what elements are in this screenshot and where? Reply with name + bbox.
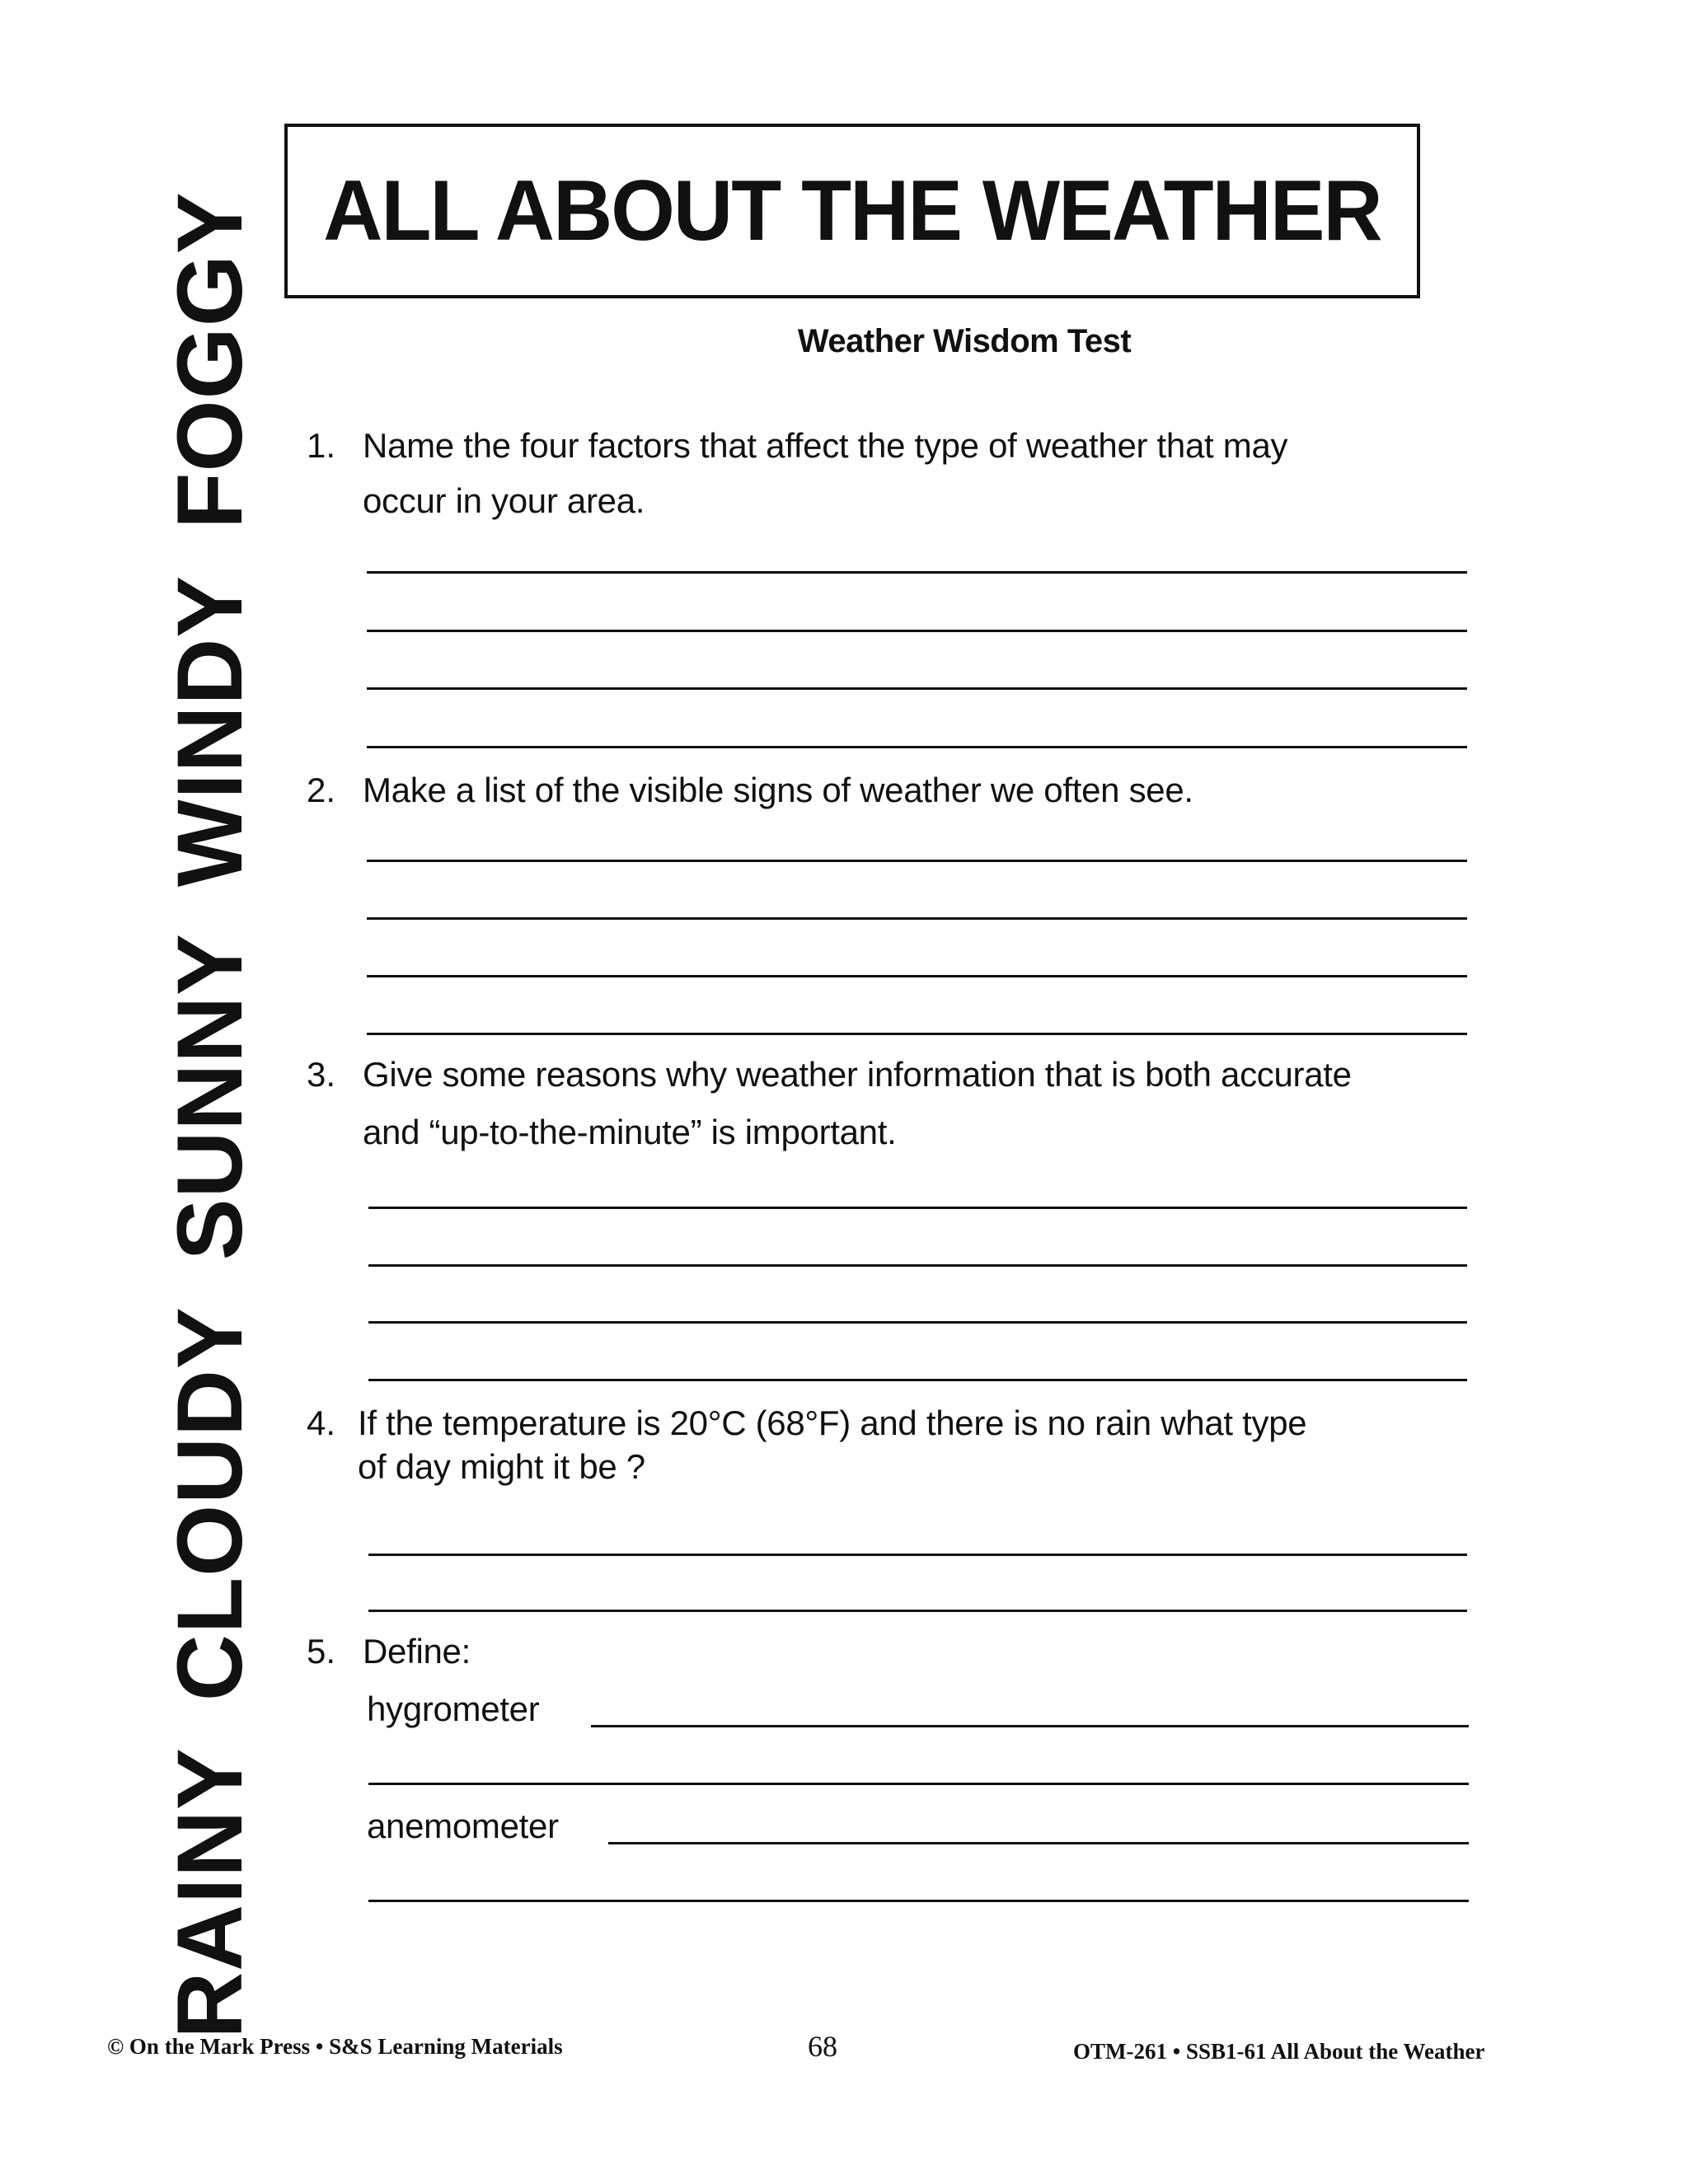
page-number: 68 [808, 2030, 837, 2063]
question-number: 2. [307, 771, 336, 809]
side-word-cloudy: CLOUDY [158, 1305, 261, 1701]
hygrometer-answer-line[interactable] [591, 1725, 1469, 1727]
answer-line[interactable] [368, 1321, 1467, 1324]
answer-line[interactable] [367, 746, 1467, 748]
answer-line[interactable] [367, 687, 1467, 690]
answer-line[interactable] [367, 630, 1467, 632]
question-number: 3. [307, 1055, 336, 1094]
side-word-sunny: SUNNY [158, 932, 261, 1260]
answer-line[interactable] [368, 1264, 1467, 1267]
answer-line[interactable] [368, 1783, 1469, 1785]
question-text-line: If the temperature is 20°C (68°F) and there is no rain what type [358, 1404, 1307, 1442]
anemometer-answer-line[interactable] [608, 1842, 1469, 1844]
side-word-rainy: RAINY [158, 1746, 261, 2039]
footer-copyright: © On the Mark Press • S&S Learning Materials [107, 2034, 563, 2059]
answer-line[interactable] [367, 975, 1467, 977]
term-anemometer: anemometer [367, 1807, 559, 1845]
side-word-foggy: FOGGY [158, 190, 261, 529]
answer-line[interactable] [368, 1379, 1467, 1381]
page-title: ALL ABOUT THE WEATHER [323, 162, 1381, 259]
question-number: 4. [307, 1404, 336, 1442]
answer-line[interactable] [367, 860, 1467, 862]
answer-line[interactable] [368, 1610, 1467, 1612]
side-weather-words [158, 190, 261, 2039]
question-text-line: and “up-to-the-minute” is important. [363, 1113, 897, 1151]
question-number: 1. [307, 426, 336, 465]
side-word-windy: WINDY [158, 574, 261, 887]
question-number: 5. [307, 1632, 336, 1671]
question-text-line: Give some reasons why weather information that is both accurate [363, 1055, 1352, 1094]
page-subtitle: Weather Wisdom Test [797, 323, 1132, 359]
question-text-line: occur in your area. [363, 481, 645, 520]
answer-line[interactable] [367, 571, 1467, 574]
term-hygrometer: hygrometer [367, 1690, 540, 1728]
answer-line[interactable] [367, 917, 1467, 920]
question-text-line: Make a list of the visible signs of weather we often see. [363, 771, 1193, 809]
question-text-line: Name the four factors that affect the type of weather that may [363, 426, 1288, 465]
answer-line[interactable] [368, 1900, 1469, 1902]
question-text-line: of day might it be ? [358, 1447, 645, 1486]
answer-line[interactable] [368, 1207, 1467, 1209]
footer-book-code: OTM-261 • SSB1-61 All About the Weather [1073, 2039, 1485, 2064]
answer-line[interactable] [367, 1033, 1467, 1035]
answer-line[interactable] [368, 1554, 1467, 1556]
question-text-line: Define: [363, 1632, 471, 1671]
